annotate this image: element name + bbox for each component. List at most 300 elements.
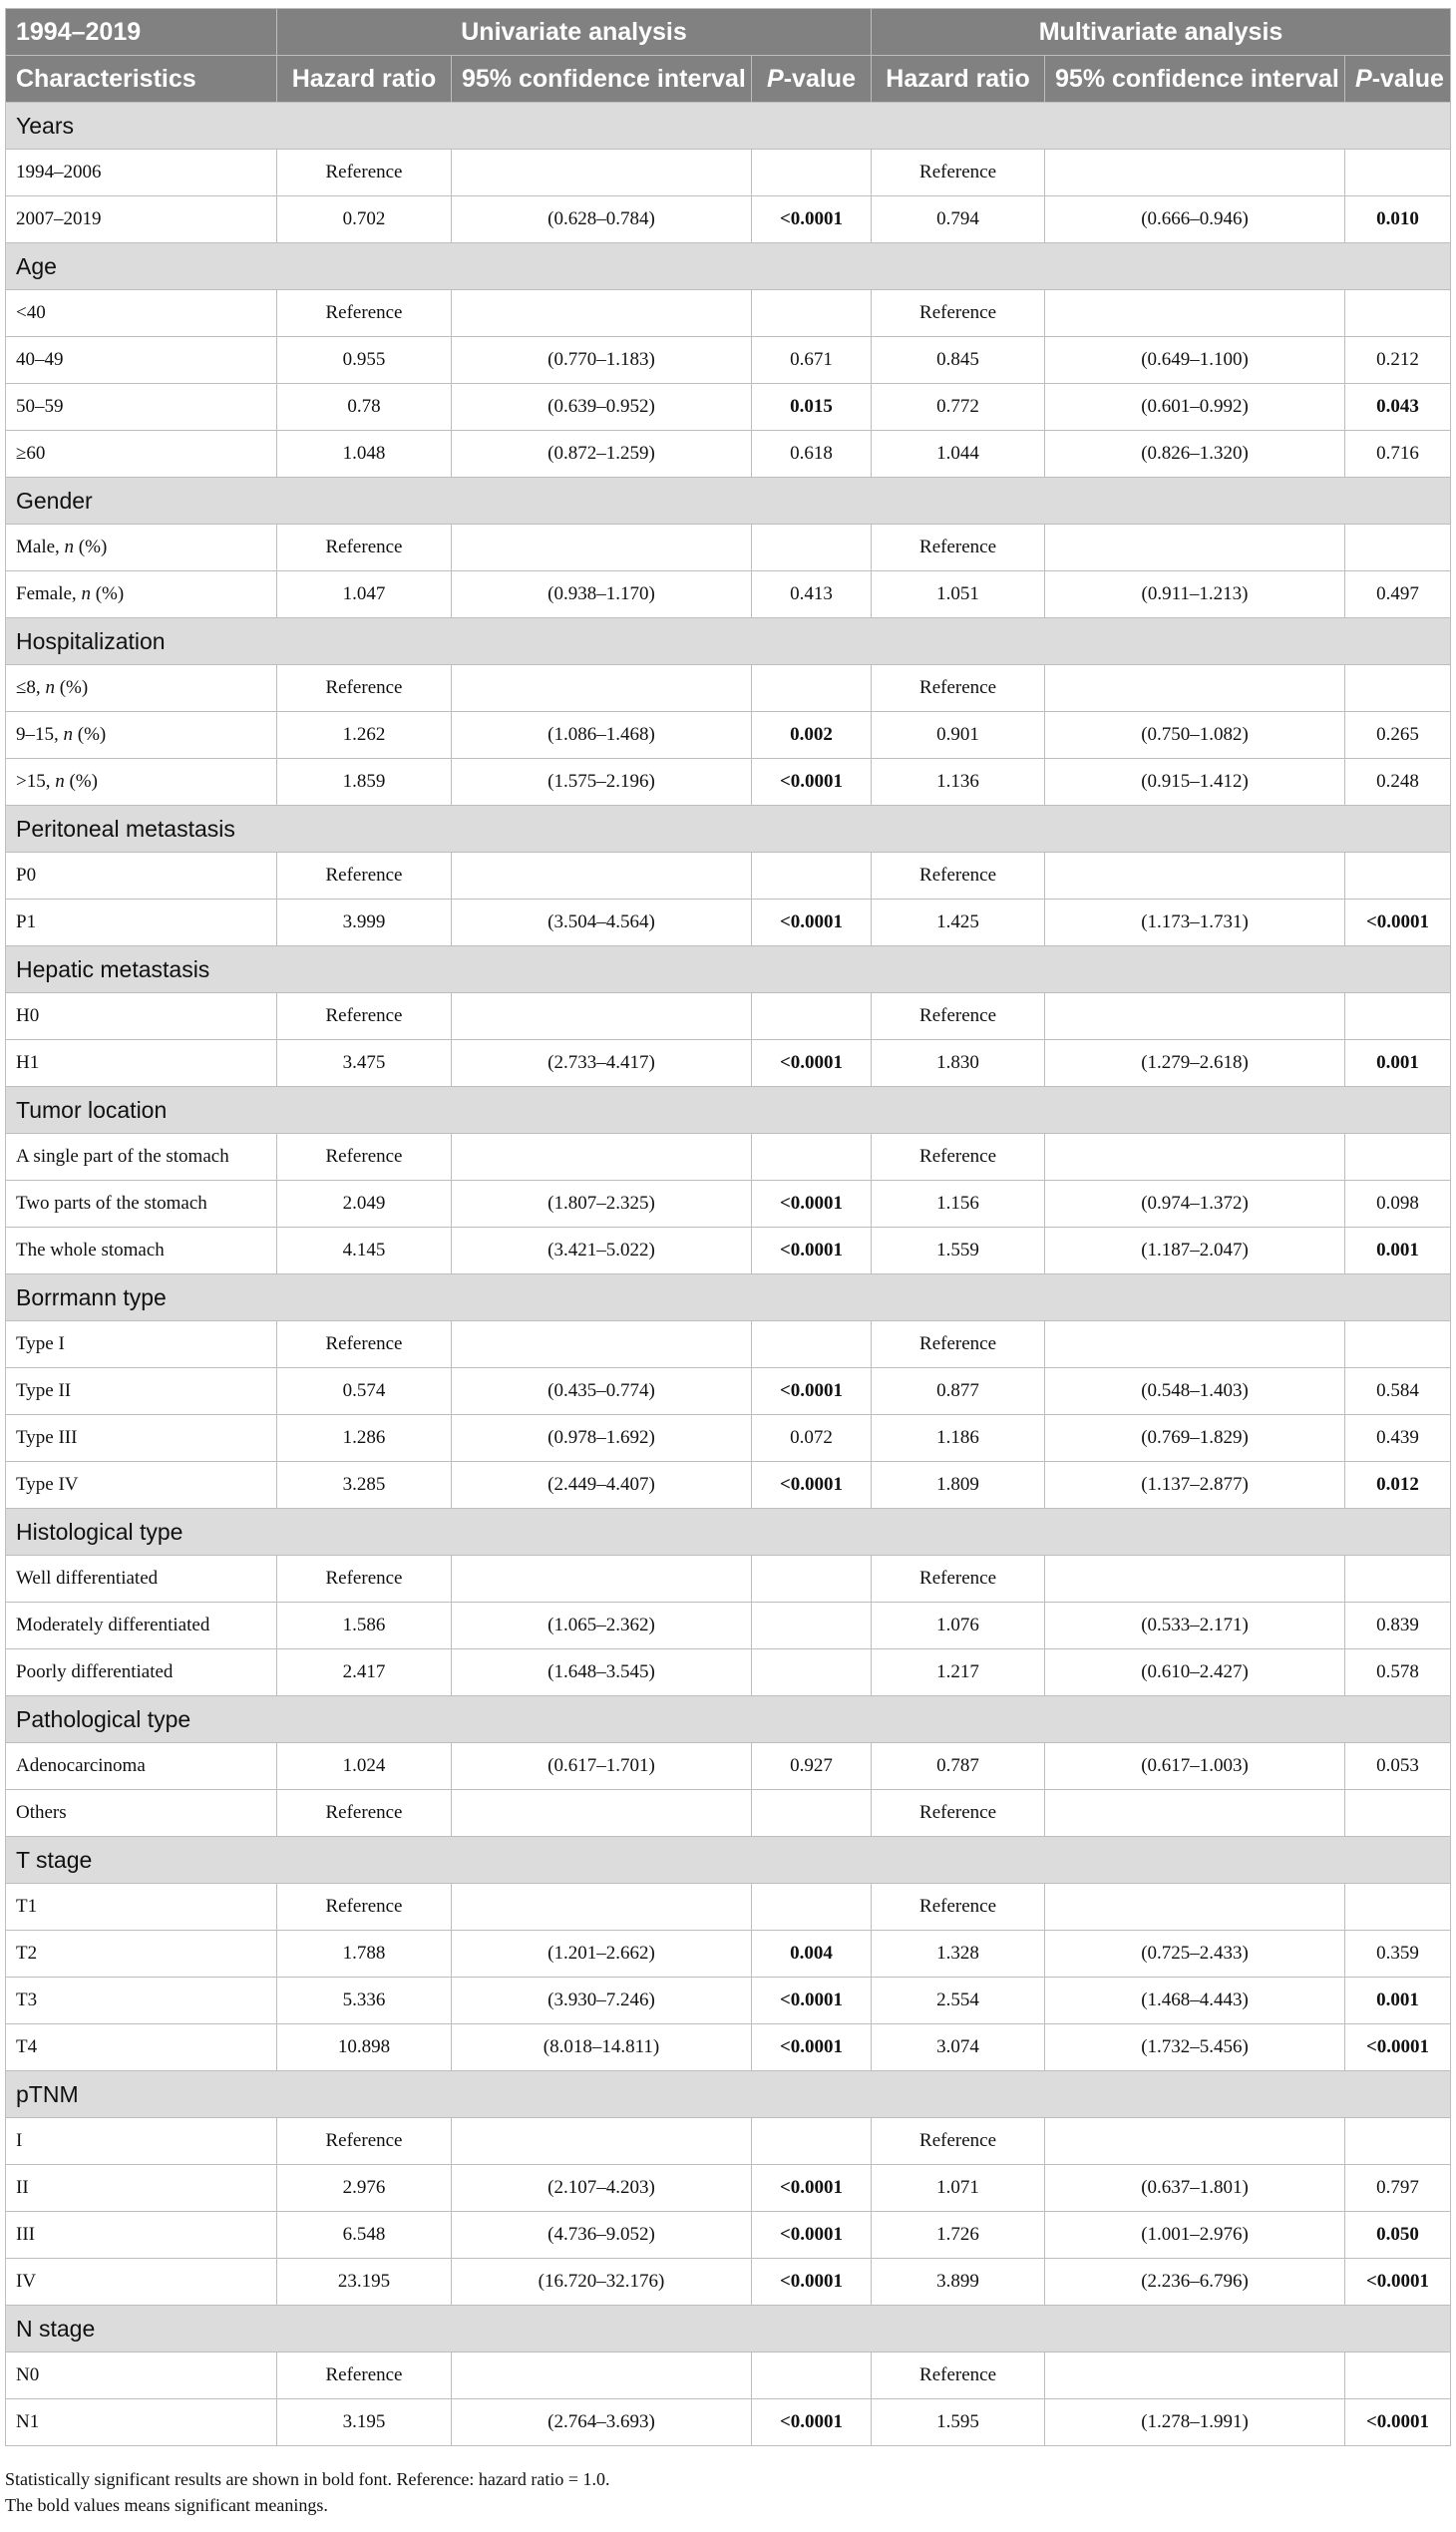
table-row — [6, 196, 1451, 243]
uni-p-value: <0.0001 — [752, 1462, 872, 1509]
uni-confidence-interval — [452, 1790, 752, 1837]
table-row — [6, 1884, 1451, 1931]
uni-confidence-interval: (2.449–4.407) — [452, 1462, 752, 1509]
univariate-header: Univariate analysis — [277, 9, 872, 56]
uni-confidence-interval: (1.065–2.362) — [452, 1603, 752, 1649]
row-label: 40–49 — [6, 337, 277, 384]
section-header-row — [6, 618, 1451, 665]
multi-hazard-ratio: Reference — [872, 853, 1045, 900]
uni-hazard-ratio: 3.195 — [277, 2399, 452, 2446]
table-row — [6, 1368, 1451, 1415]
section-header-row — [6, 2306, 1451, 2352]
uni-hazard-ratio: Reference — [277, 1134, 452, 1181]
uni-confidence-interval: (3.421–5.022) — [452, 1228, 752, 1274]
uni-confidence-interval — [452, 1884, 752, 1931]
multi-p-value: 0.359 — [1345, 1931, 1451, 1978]
uni-p-value: 0.072 — [752, 1415, 872, 1462]
table-row — [6, 2024, 1451, 2071]
multi-confidence-interval: (0.617–1.003) — [1045, 1743, 1345, 1790]
multi-confidence-interval: (1.173–1.731) — [1045, 900, 1345, 946]
uni-hazard-ratio: Reference — [277, 1556, 452, 1603]
multi-confidence-interval — [1045, 2118, 1345, 2165]
uni-hazard-ratio: 0.574 — [277, 1368, 452, 1415]
row-label: Well differentiated — [6, 1556, 277, 1603]
multi-ci-header: 95% confidence interval — [1045, 56, 1345, 103]
multi-confidence-interval — [1045, 1556, 1345, 1603]
multi-p-value: 0.098 — [1345, 1181, 1451, 1228]
uni-p-value: <0.0001 — [752, 196, 872, 243]
multi-p-value: <0.0001 — [1345, 2259, 1451, 2306]
multi-hazard-ratio: Reference — [872, 1134, 1045, 1181]
multi-confidence-interval: (0.915–1.412) — [1045, 759, 1345, 806]
multi-p-value — [1345, 290, 1451, 337]
section-title: Hospitalization — [6, 618, 1451, 665]
uni-p-value: 0.002 — [752, 712, 872, 759]
uni-confidence-interval: (0.770–1.183) — [452, 337, 752, 384]
multi-confidence-interval: (0.974–1.372) — [1045, 1181, 1345, 1228]
multi-confidence-interval — [1045, 1321, 1345, 1368]
uni-p-value — [752, 853, 872, 900]
row-label: 1994–2006 — [6, 150, 277, 196]
multi-confidence-interval: (0.601–0.992) — [1045, 384, 1345, 431]
multi-p-value: 0.584 — [1345, 1368, 1451, 1415]
uni-p-value — [752, 1603, 872, 1649]
table-row — [6, 337, 1451, 384]
multi-confidence-interval: (1.187–2.047) — [1045, 1228, 1345, 1274]
table-row — [6, 1790, 1451, 1837]
uni-hazard-ratio: 1.024 — [277, 1743, 452, 1790]
uni-p-value: <0.0001 — [752, 1040, 872, 1087]
multi-hazard-ratio: 1.595 — [872, 2399, 1045, 2446]
multi-p-value: <0.0001 — [1345, 900, 1451, 946]
row-label: Type I — [6, 1321, 277, 1368]
table-row — [6, 150, 1451, 196]
uni-hazard-ratio: Reference — [277, 1321, 452, 1368]
multi-p-value: 0.839 — [1345, 1603, 1451, 1649]
multi-hr-header: Hazard ratio — [872, 56, 1045, 103]
multi-confidence-interval: (0.666–0.946) — [1045, 196, 1345, 243]
multi-confidence-interval — [1045, 525, 1345, 571]
uni-hazard-ratio: 0.78 — [277, 384, 452, 431]
section-title: Borrmann type — [6, 1274, 1451, 1321]
multi-p-value — [1345, 993, 1451, 1040]
uni-confidence-interval: (8.018–14.811) — [452, 2024, 752, 2071]
uni-hazard-ratio: 5.336 — [277, 1978, 452, 2024]
period-header: 1994–2019 — [6, 9, 277, 56]
multi-confidence-interval: (0.725–2.433) — [1045, 1931, 1345, 1978]
multi-hazard-ratio: 1.809 — [872, 1462, 1045, 1509]
table-row — [6, 1649, 1451, 1696]
row-label: Moderately differentiated — [6, 1603, 277, 1649]
uni-hazard-ratio: 1.048 — [277, 431, 452, 478]
multi-hazard-ratio: 0.901 — [872, 712, 1045, 759]
uni-hazard-ratio: Reference — [277, 2118, 452, 2165]
uni-p-value — [752, 525, 872, 571]
row-label: H1 — [6, 1040, 277, 1087]
multi-hazard-ratio: 1.076 — [872, 1603, 1045, 1649]
section-title: T stage — [6, 1837, 1451, 1884]
multi-p-value: 0.001 — [1345, 1978, 1451, 2024]
section-title: N stage — [6, 2306, 1451, 2352]
uni-hazard-ratio: Reference — [277, 853, 452, 900]
characteristics-header: Characteristics — [6, 56, 277, 103]
table-row — [6, 2212, 1451, 2259]
multi-p-value: 0.716 — [1345, 431, 1451, 478]
uni-hazard-ratio: 3.999 — [277, 900, 452, 946]
uni-p-value: <0.0001 — [752, 1181, 872, 1228]
table-row — [6, 290, 1451, 337]
uni-confidence-interval — [452, 1134, 752, 1181]
multi-p-value — [1345, 665, 1451, 712]
uni-p-value: <0.0001 — [752, 759, 872, 806]
uni-p-value: 0.413 — [752, 571, 872, 618]
multi-confidence-interval: (1.001–2.976) — [1045, 2212, 1345, 2259]
section-header-row — [6, 1274, 1451, 1321]
table-row — [6, 1040, 1451, 1087]
row-label: Type III — [6, 1415, 277, 1462]
section-title: Years — [6, 103, 1451, 150]
uni-confidence-interval: (0.639–0.952) — [452, 384, 752, 431]
uni-confidence-interval: (0.617–1.701) — [452, 1743, 752, 1790]
table-row — [6, 1978, 1451, 2024]
multi-hazard-ratio: Reference — [872, 993, 1045, 1040]
uni-p-value: <0.0001 — [752, 2212, 872, 2259]
table-row — [6, 431, 1451, 478]
multi-confidence-interval — [1045, 993, 1345, 1040]
row-label: IV — [6, 2259, 277, 2306]
uni-confidence-interval: (1.201–2.662) — [452, 1931, 752, 1978]
multi-p-value — [1345, 1556, 1451, 1603]
uni-confidence-interval: (4.736–9.052) — [452, 2212, 752, 2259]
multi-confidence-interval — [1045, 150, 1345, 196]
uni-p-value — [752, 1790, 872, 1837]
row-label: A single part of the stomach — [6, 1134, 277, 1181]
uni-p-value — [752, 1649, 872, 1696]
table-row — [6, 2165, 1451, 2212]
multi-hazard-ratio: 3.899 — [872, 2259, 1045, 2306]
multi-p-value: <0.0001 — [1345, 2399, 1451, 2446]
multi-p-value: 0.578 — [1345, 1649, 1451, 1696]
uni-confidence-interval — [452, 665, 752, 712]
section-header-row — [6, 478, 1451, 525]
table-footnotes — [5, 2466, 609, 2518]
uni-hazard-ratio: 3.475 — [277, 1040, 452, 1087]
uni-p-value — [752, 1134, 872, 1181]
table-row — [6, 665, 1451, 712]
uni-confidence-interval: (2.107–4.203) — [452, 2165, 752, 2212]
multi-confidence-interval — [1045, 1134, 1345, 1181]
section-header-row — [6, 2071, 1451, 2118]
multi-p-value — [1345, 1134, 1451, 1181]
uni-p-value: 0.618 — [752, 431, 872, 478]
uni-hazard-ratio: 1.586 — [277, 1603, 452, 1649]
uni-hazard-ratio: 2.976 — [277, 2165, 452, 2212]
table-row — [6, 1603, 1451, 1649]
uni-p-value: 0.927 — [752, 1743, 872, 1790]
uni-hazard-ratio: 1.262 — [277, 712, 452, 759]
uni-confidence-interval: (0.938–1.170) — [452, 571, 752, 618]
multi-hazard-ratio: 1.559 — [872, 1228, 1045, 1274]
table-row — [6, 1743, 1451, 1790]
uni-p-value: 0.015 — [752, 384, 872, 431]
multi-hazard-ratio: 1.136 — [872, 759, 1045, 806]
uni-p-value: 0.004 — [752, 1931, 872, 1978]
uni-p-value — [752, 2352, 872, 2399]
multi-p-value: 0.010 — [1345, 196, 1451, 243]
multi-hazard-ratio: Reference — [872, 525, 1045, 571]
multi-hazard-ratio: Reference — [872, 665, 1045, 712]
multi-confidence-interval: (0.610–2.427) — [1045, 1649, 1345, 1696]
multi-p-value: 0.043 — [1345, 384, 1451, 431]
cox-regression-table — [5, 8, 1451, 2446]
table-row — [6, 853, 1451, 900]
uni-hazard-ratio: Reference — [277, 525, 452, 571]
table-row — [6, 1228, 1451, 1274]
uni-hazard-ratio: 2.417 — [277, 1649, 452, 1696]
uni-confidence-interval: (16.720–32.176) — [452, 2259, 752, 2306]
multi-hazard-ratio: 1.071 — [872, 2165, 1045, 2212]
uni-confidence-interval: (0.628–0.784) — [452, 196, 752, 243]
header-row-1 — [6, 9, 1451, 56]
uni-confidence-interval: (1.575–2.196) — [452, 759, 752, 806]
uni-hazard-ratio: 1.788 — [277, 1931, 452, 1978]
uni-hazard-ratio: 4.145 — [277, 1228, 452, 1274]
table-row — [6, 1462, 1451, 1509]
multi-confidence-interval: (1.279–2.618) — [1045, 1040, 1345, 1087]
uni-confidence-interval: (2.733–4.417) — [452, 1040, 752, 1087]
row-label: II — [6, 2165, 277, 2212]
multi-confidence-interval: (0.637–1.801) — [1045, 2165, 1345, 2212]
uni-p-header: P-value — [752, 56, 872, 103]
uni-p-value: <0.0001 — [752, 900, 872, 946]
multi-hazard-ratio: Reference — [872, 150, 1045, 196]
multi-confidence-interval — [1045, 2352, 1345, 2399]
uni-p-value — [752, 2118, 872, 2165]
uni-hazard-ratio: Reference — [277, 2352, 452, 2399]
row-label: Poorly differentiated — [6, 1649, 277, 1696]
multi-confidence-interval — [1045, 665, 1345, 712]
multi-hazard-ratio: 0.845 — [872, 337, 1045, 384]
row-label: I — [6, 2118, 277, 2165]
multi-hazard-ratio: 0.794 — [872, 196, 1045, 243]
multi-p-value — [1345, 1321, 1451, 1368]
uni-confidence-interval: (1.807–2.325) — [452, 1181, 752, 1228]
uni-hr-header: Hazard ratio — [277, 56, 452, 103]
row-label: Adenocarcinoma — [6, 1743, 277, 1790]
table-row — [6, 712, 1451, 759]
row-label: T4 — [6, 2024, 277, 2071]
multi-hazard-ratio: 1.328 — [872, 1931, 1045, 1978]
multivariate-header: Multivariate analysis — [872, 9, 1451, 56]
section-title: Hepatic metastasis — [6, 946, 1451, 993]
section-header-row — [6, 946, 1451, 993]
multi-p-value — [1345, 1790, 1451, 1837]
section-title: pTNM — [6, 2071, 1451, 2118]
row-label: T2 — [6, 1931, 277, 1978]
multi-hazard-ratio: Reference — [872, 1556, 1045, 1603]
multi-p-value: 0.001 — [1345, 1228, 1451, 1274]
multi-p-value: 0.050 — [1345, 2212, 1451, 2259]
uni-hazard-ratio: 3.285 — [277, 1462, 452, 1509]
table-row — [6, 1415, 1451, 1462]
multi-confidence-interval: (1.732–5.456) — [1045, 2024, 1345, 2071]
multi-p-value — [1345, 150, 1451, 196]
row-label: Type IV — [6, 1462, 277, 1509]
uni-confidence-interval: (0.435–0.774) — [452, 1368, 752, 1415]
table-row — [6, 2259, 1451, 2306]
uni-confidence-interval: (2.764–3.693) — [452, 2399, 752, 2446]
multi-confidence-interval: (1.137–2.877) — [1045, 1462, 1345, 1509]
multi-confidence-interval: (1.278–1.991) — [1045, 2399, 1345, 2446]
multi-hazard-ratio: Reference — [872, 2118, 1045, 2165]
multi-confidence-interval — [1045, 290, 1345, 337]
uni-confidence-interval: (1.648–3.545) — [452, 1649, 752, 1696]
row-label: N1 — [6, 2399, 277, 2446]
multi-hazard-ratio: 3.074 — [872, 2024, 1045, 2071]
multi-hazard-ratio: Reference — [872, 290, 1045, 337]
multi-confidence-interval — [1045, 1884, 1345, 1931]
uni-confidence-interval: (1.086–1.468) — [452, 712, 752, 759]
table-row — [6, 2118, 1451, 2165]
table-row — [6, 759, 1451, 806]
row-label: The whole stomach — [6, 1228, 277, 1274]
row-label: N0 — [6, 2352, 277, 2399]
multi-p-value: 0.497 — [1345, 571, 1451, 618]
table-row — [6, 571, 1451, 618]
row-label: P0 — [6, 853, 277, 900]
uni-p-value: <0.0001 — [752, 2399, 872, 2446]
multi-p-value: 0.053 — [1345, 1743, 1451, 1790]
uni-confidence-interval — [452, 290, 752, 337]
uni-hazard-ratio: 6.548 — [277, 2212, 452, 2259]
footnote: The bold values means significant meanings. — [5, 2495, 328, 2515]
uni-confidence-interval — [452, 150, 752, 196]
table-row — [6, 384, 1451, 431]
multi-confidence-interval: (0.826–1.320) — [1045, 431, 1345, 478]
table-row — [6, 2352, 1451, 2399]
multi-hazard-ratio: 1.051 — [872, 571, 1045, 618]
multi-hazard-ratio: 2.554 — [872, 1978, 1045, 2024]
row-label: Others — [6, 1790, 277, 1837]
section-header-row — [6, 1837, 1451, 1884]
multi-confidence-interval: (1.468–4.443) — [1045, 1978, 1345, 2024]
row-label: T3 — [6, 1978, 277, 2024]
section-header-row — [6, 103, 1451, 150]
uni-p-value — [752, 290, 872, 337]
uni-hazard-ratio: 0.955 — [277, 337, 452, 384]
uni-confidence-interval — [452, 993, 752, 1040]
section-title: Gender — [6, 478, 1451, 525]
multi-p-value: 0.797 — [1345, 2165, 1451, 2212]
uni-hazard-ratio: Reference — [277, 1884, 452, 1931]
results-table-container — [5, 8, 1450, 2446]
row-label: ≤8, n (%) — [6, 665, 277, 712]
table-row — [6, 1556, 1451, 1603]
uni-p-value: 0.671 — [752, 337, 872, 384]
uni-confidence-interval — [452, 1321, 752, 1368]
section-header-row — [6, 1696, 1451, 1743]
multi-hazard-ratio: 0.787 — [872, 1743, 1045, 1790]
multi-hazard-ratio: 1.726 — [872, 2212, 1045, 2259]
uni-p-value — [752, 1556, 872, 1603]
multi-p-value: 0.001 — [1345, 1040, 1451, 1087]
uni-confidence-interval: (0.978–1.692) — [452, 1415, 752, 1462]
uni-p-value: <0.0001 — [752, 2024, 872, 2071]
uni-ci-header: 95% confidence interval — [452, 56, 752, 103]
uni-p-value: <0.0001 — [752, 1368, 872, 1415]
uni-hazard-ratio: 1.859 — [277, 759, 452, 806]
uni-p-value — [752, 1321, 872, 1368]
multi-p-value — [1345, 2118, 1451, 2165]
uni-hazard-ratio: 0.702 — [277, 196, 452, 243]
uni-hazard-ratio: Reference — [277, 150, 452, 196]
multi-hazard-ratio: 1.156 — [872, 1181, 1045, 1228]
header-row-2 — [6, 56, 1451, 103]
uni-p-value: <0.0001 — [752, 1228, 872, 1274]
row-label: >15, n (%) — [6, 759, 277, 806]
section-title: Peritoneal metastasis — [6, 806, 1451, 853]
multi-hazard-ratio: 1.186 — [872, 1415, 1045, 1462]
uni-hazard-ratio: Reference — [277, 665, 452, 712]
row-label: <40 — [6, 290, 277, 337]
uni-hazard-ratio: 2.049 — [277, 1181, 452, 1228]
multi-p-value — [1345, 853, 1451, 900]
table-row — [6, 1181, 1451, 1228]
row-label: T1 — [6, 1884, 277, 1931]
uni-hazard-ratio: 10.898 — [277, 2024, 452, 2071]
multi-confidence-interval — [1045, 853, 1345, 900]
uni-p-value — [752, 1884, 872, 1931]
multi-p-value: 0.012 — [1345, 1462, 1451, 1509]
section-title: Age — [6, 243, 1451, 290]
table-body — [6, 103, 1451, 2446]
multi-confidence-interval: (0.649–1.100) — [1045, 337, 1345, 384]
uni-p-value — [752, 665, 872, 712]
row-label: 50–59 — [6, 384, 277, 431]
multi-confidence-interval: (0.548–1.403) — [1045, 1368, 1345, 1415]
multi-p-value: 0.212 — [1345, 337, 1451, 384]
multi-confidence-interval: (0.769–1.829) — [1045, 1415, 1345, 1462]
row-label: Type II — [6, 1368, 277, 1415]
table-row — [6, 1321, 1451, 1368]
multi-hazard-ratio: Reference — [872, 1884, 1045, 1931]
section-header-row — [6, 1509, 1451, 1556]
multi-hazard-ratio: Reference — [872, 2352, 1045, 2399]
uni-confidence-interval — [452, 525, 752, 571]
uni-confidence-interval: (0.872–1.259) — [452, 431, 752, 478]
table-row — [6, 2399, 1451, 2446]
multi-hazard-ratio: 1.830 — [872, 1040, 1045, 1087]
multi-hazard-ratio: 1.425 — [872, 900, 1045, 946]
row-label: 2007–2019 — [6, 196, 277, 243]
multi-p-value: <0.0001 — [1345, 2024, 1451, 2071]
row-label: H0 — [6, 993, 277, 1040]
row-label: Two parts of the stomach — [6, 1181, 277, 1228]
uni-p-value — [752, 150, 872, 196]
section-header-row — [6, 1087, 1451, 1134]
row-label: III — [6, 2212, 277, 2259]
section-title: Tumor location — [6, 1087, 1451, 1134]
multi-p-value — [1345, 1884, 1451, 1931]
uni-hazard-ratio: Reference — [277, 993, 452, 1040]
table-row — [6, 1931, 1451, 1978]
uni-hazard-ratio: Reference — [277, 1790, 452, 1837]
section-header-row — [6, 806, 1451, 853]
multi-confidence-interval: (0.750–1.082) — [1045, 712, 1345, 759]
multi-confidence-interval: (0.533–2.171) — [1045, 1603, 1345, 1649]
row-label: 9–15, n (%) — [6, 712, 277, 759]
multi-p-value: 0.265 — [1345, 712, 1451, 759]
